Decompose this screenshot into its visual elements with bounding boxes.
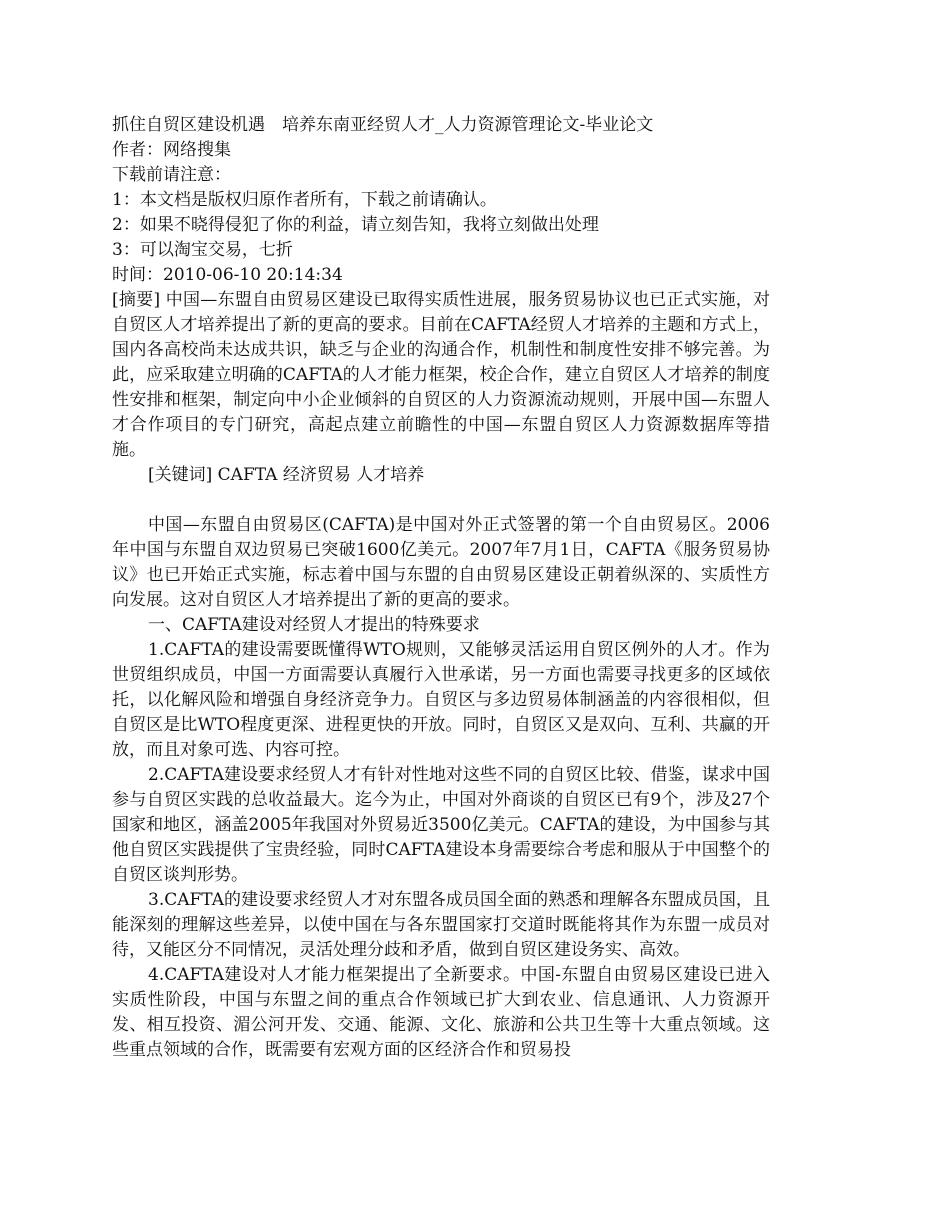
keywords-line: [关键词] CAFTA 经济贸易 人才培养 xyxy=(148,465,425,485)
body-paragraph: 1.CAFTA的建设需要既懂得WTO规则，又能够灵活运用自贸区例外的人才。作为世贸组织成员，中国一方面需要认真履行入世承诺，另一方面也需要寻找更多的区域依托，以化解风险和增强自身经济竞争力。自贸区与多边贸易体制涵盖的内容很相似，但自贸区是比WTO程度更深、进程更快的开放。同时，自贸区又是双向、互利、共赢的开放，而且对象可选、内容可控。 xyxy=(112,640,770,760)
body-paragraph: 中国—东盟自由贸易区(CAFTA)是中国对外正式签署的第一个自由贸易区。2006年中国与东盟自双边贸易已突破1600亿美元。2007年7月1日，CAFTA《服务贸易协议》也已开始正式实施，标志着中国与东盟的自由贸易区建设正朝着纵深的、实质性方向发展。这对自贸区人才培养提出了新的更高的要求。 xyxy=(112,515,770,610)
notice-item: 1：本文档是版权归原作者所有，下载之前请确认。 xyxy=(112,190,497,210)
section-heading: 一、CAFTA建设对经贸人才提出的特殊要求 xyxy=(148,615,480,635)
notice-item: 3：可以淘宝交易，七折 xyxy=(112,240,293,260)
body-paragraph: 3.CAFTA的建设要求经贸人才对东盟各成员国全面的熟悉和理解各东盟成员国，且能深刻的理解这些差异，以使中国在与各东盟国家打交道时既能将其作为东盟一成员对待，又能区分不同情况，灵活处理分歧和矛盾，做到自贸区建设务实、高效。 xyxy=(112,890,770,960)
doc-title: 抓住自贸区建设机遇 培养东南亚经贸人才_人力资源管理论文-毕业论文 xyxy=(112,115,654,135)
body-paragraph: 2.CAFTA建设要求经贸人才有针对性地对这些不同的自贸区比较、借鉴，谋求中国参与自贸区实践的总收益最大。迄今为止，中国对外商谈的自贸区已有9个，涉及27个国家和地区，涵盖2005年我国对外贸易近3500亿美元。CAFTA的建设，为中国参与其他自贸区实践提供了宝贵经验，同时CAFTA建设本身需要综合考虑和服从于中国整个的自贸区谈判形势。 xyxy=(112,765,770,885)
document-page xyxy=(112,113,770,1063)
body-paragraph: 4.CAFTA建设对人才能力框架提出了全新要求。中国-东盟自由贸易区建设已进入实质性阶段，中国与东盟之间的重点合作领域已扩大到农业、信息通讯、人力资源开发、相互投资、湄公河开发、交通、能源、文化、旅游和公共卫生等十大重点领域。这些重点领域的合作，既需要有宏观方面的区经济合作和贸易投 xyxy=(112,965,770,1060)
notice-item: 2：如果不晓得侵犯了你的利益，请立刻告知，我将立刻做出处理 xyxy=(112,215,599,235)
notice-header: 下载前请注意： xyxy=(112,165,231,185)
doc-author: 作者：网络搜集 xyxy=(112,140,231,160)
abstract-paragraph: [摘要] 中国—东盟自由贸易区建设已取得实质性进展，服务贸易协议也已正式实施，对自贸区人才培养提出了新的更高的要求。目前在CAFTA经贸人才培养的主题和方式上，国内各高校尚未达成共识，缺乏与企业的沟通合作，机制性和制度性安排不够完善。为此，应采取建立明确的CAFTA的人才能力框架，校企合作，建立自贸区人才培养的制度性安排和框架，制定向中小企业倾斜的自贸区的人力资源流动规则，开展中国—东盟人才合作项目的专门研究，高起点建立前瞻性的中国—东盟自贸区人力资源数据库等措施。 xyxy=(112,290,770,460)
blank-line xyxy=(112,488,770,513)
doc-time: 时间：2010-06-10 20:14:34 xyxy=(112,265,343,285)
